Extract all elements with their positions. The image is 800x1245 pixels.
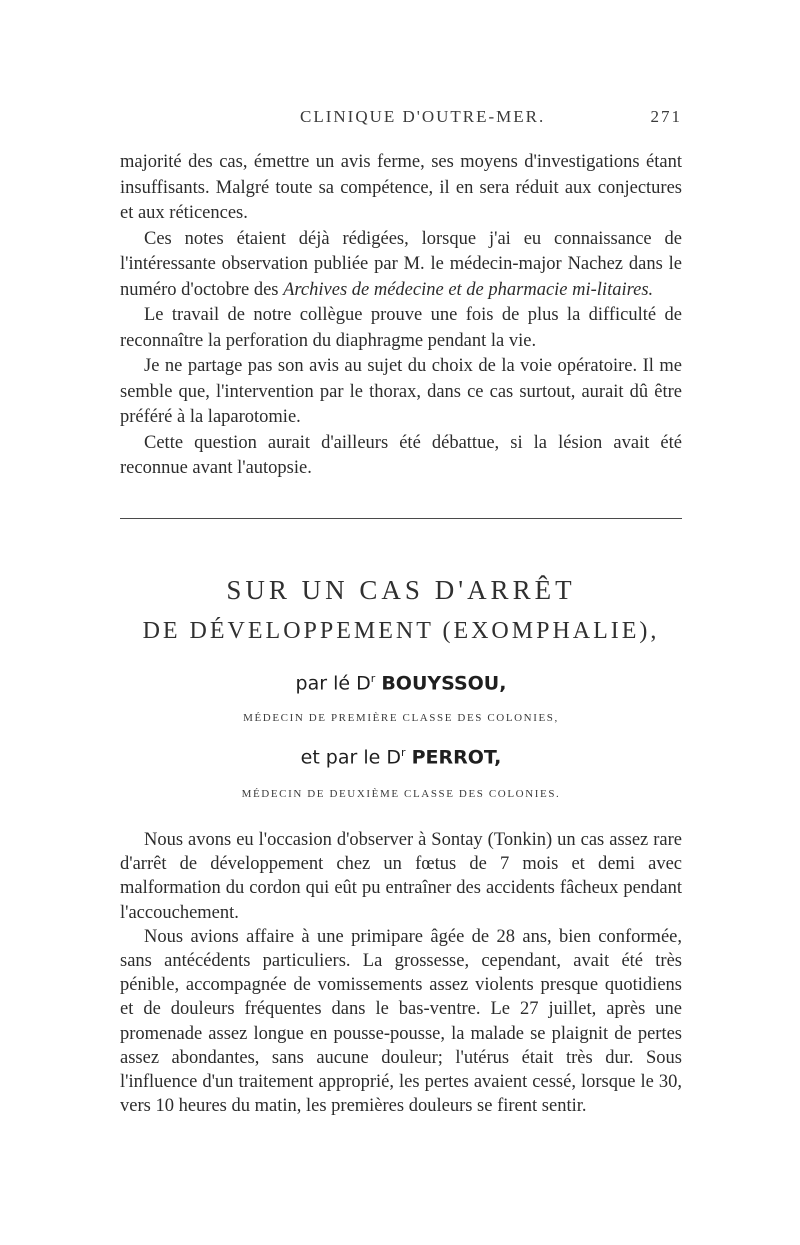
previous-article-conclusion [120,150,682,482]
running-title: CLINIQUE D'OUTRE-MER. [300,107,546,126]
author-affiliation-1: MÉDECIN DE PREMIÈRE CLASSE DES COLONIES, [243,712,559,724]
paragraph-text: Ces notes étaient déjà rédigées, lorsque j'ai eu connaissance de l'intéressante observation publiée par M. le médecin-major Nachez dans le numéro d'octobre des [120,228,682,300]
paragraph: Nous avions affaire à une primipare âgée de 28 ans, bien conformée, sans antécédents particuliers. La grossesse, cependant, avait été très pénible, accompagnée de vomissements assez violents presque quotidiens et de douleurs fréquentes dans le bas-ventre. Le 27 juillet, après une promenade assez longue en pousse-pousse, la malade se plaignit de pertes assez abondantes, sans aucune douleur; l'utérus était très dur. Sous l'influence d'un traitement approprié, les pertes avaient cessé, lorsque le 30, vers 10 heures du matin, les premières douleurs se firent sentir. [120,926,682,1117]
article-body [120,828,682,1118]
paragraph [120,227,682,304]
paragraph: Je ne partage pas son avis au sujet du choix de la voie opératoire. Il me semble que, l'intervention par le thorax, dans ce cas surtout, aurait dû être préféré à la laparotomie. [120,356,682,427]
author-name: PERROT, [411,746,502,769]
author-name: BOUYSSOU, [381,672,507,695]
author-affiliation-2: MÉDECIN DE DEUXIÈME CLASSE DES COLONIES. [241,788,561,800]
paragraph: Le travail de notre collègue prouve une fois de plus la difficulté de reconnaître la perforation du diaphragme pendant la vie. [120,305,682,351]
author-byline-1 [120,672,682,694]
article-title-line-2: DE DÉVELOPPEMENT (EXOMPHALIE), [142,618,660,644]
author-byline-2 [120,746,682,768]
byline-sup: r [401,746,406,759]
byline-prefix: par lé D [295,672,371,695]
article-title-line-1: SUR UN CAS D'ARRÊT [226,575,576,605]
page-header [120,107,682,131]
journal-title: Archives de médecine et de pharmacie mi-litaires. [283,279,654,300]
byline-sup: r [370,672,376,685]
section-divider [120,518,682,519]
page-number: 271 [650,107,682,126]
paragraph: majorité des cas, émettre un avis ferme, ses moyens d'investigations étant insuffisants. Malgré toute sa compétence, il en sera réduit aux conjectures et aux réticences. [120,152,682,223]
paragraph: Cette question aurait d'ailleurs été débattue, si la lésion avait été reconnue avant l'autopsie. [120,432,682,478]
paragraph: Nous avons eu l'occasion d'observer à Sontay (Tonkin) un cas assez rare d'arrêt de développement chez un fœtus de 7 mois et demi avec malformation du cordon qui eût pu entraîner des accidents fâcheux pendant l'accouchement. [120,830,682,923]
byline-prefix: et par le D [300,746,401,769]
